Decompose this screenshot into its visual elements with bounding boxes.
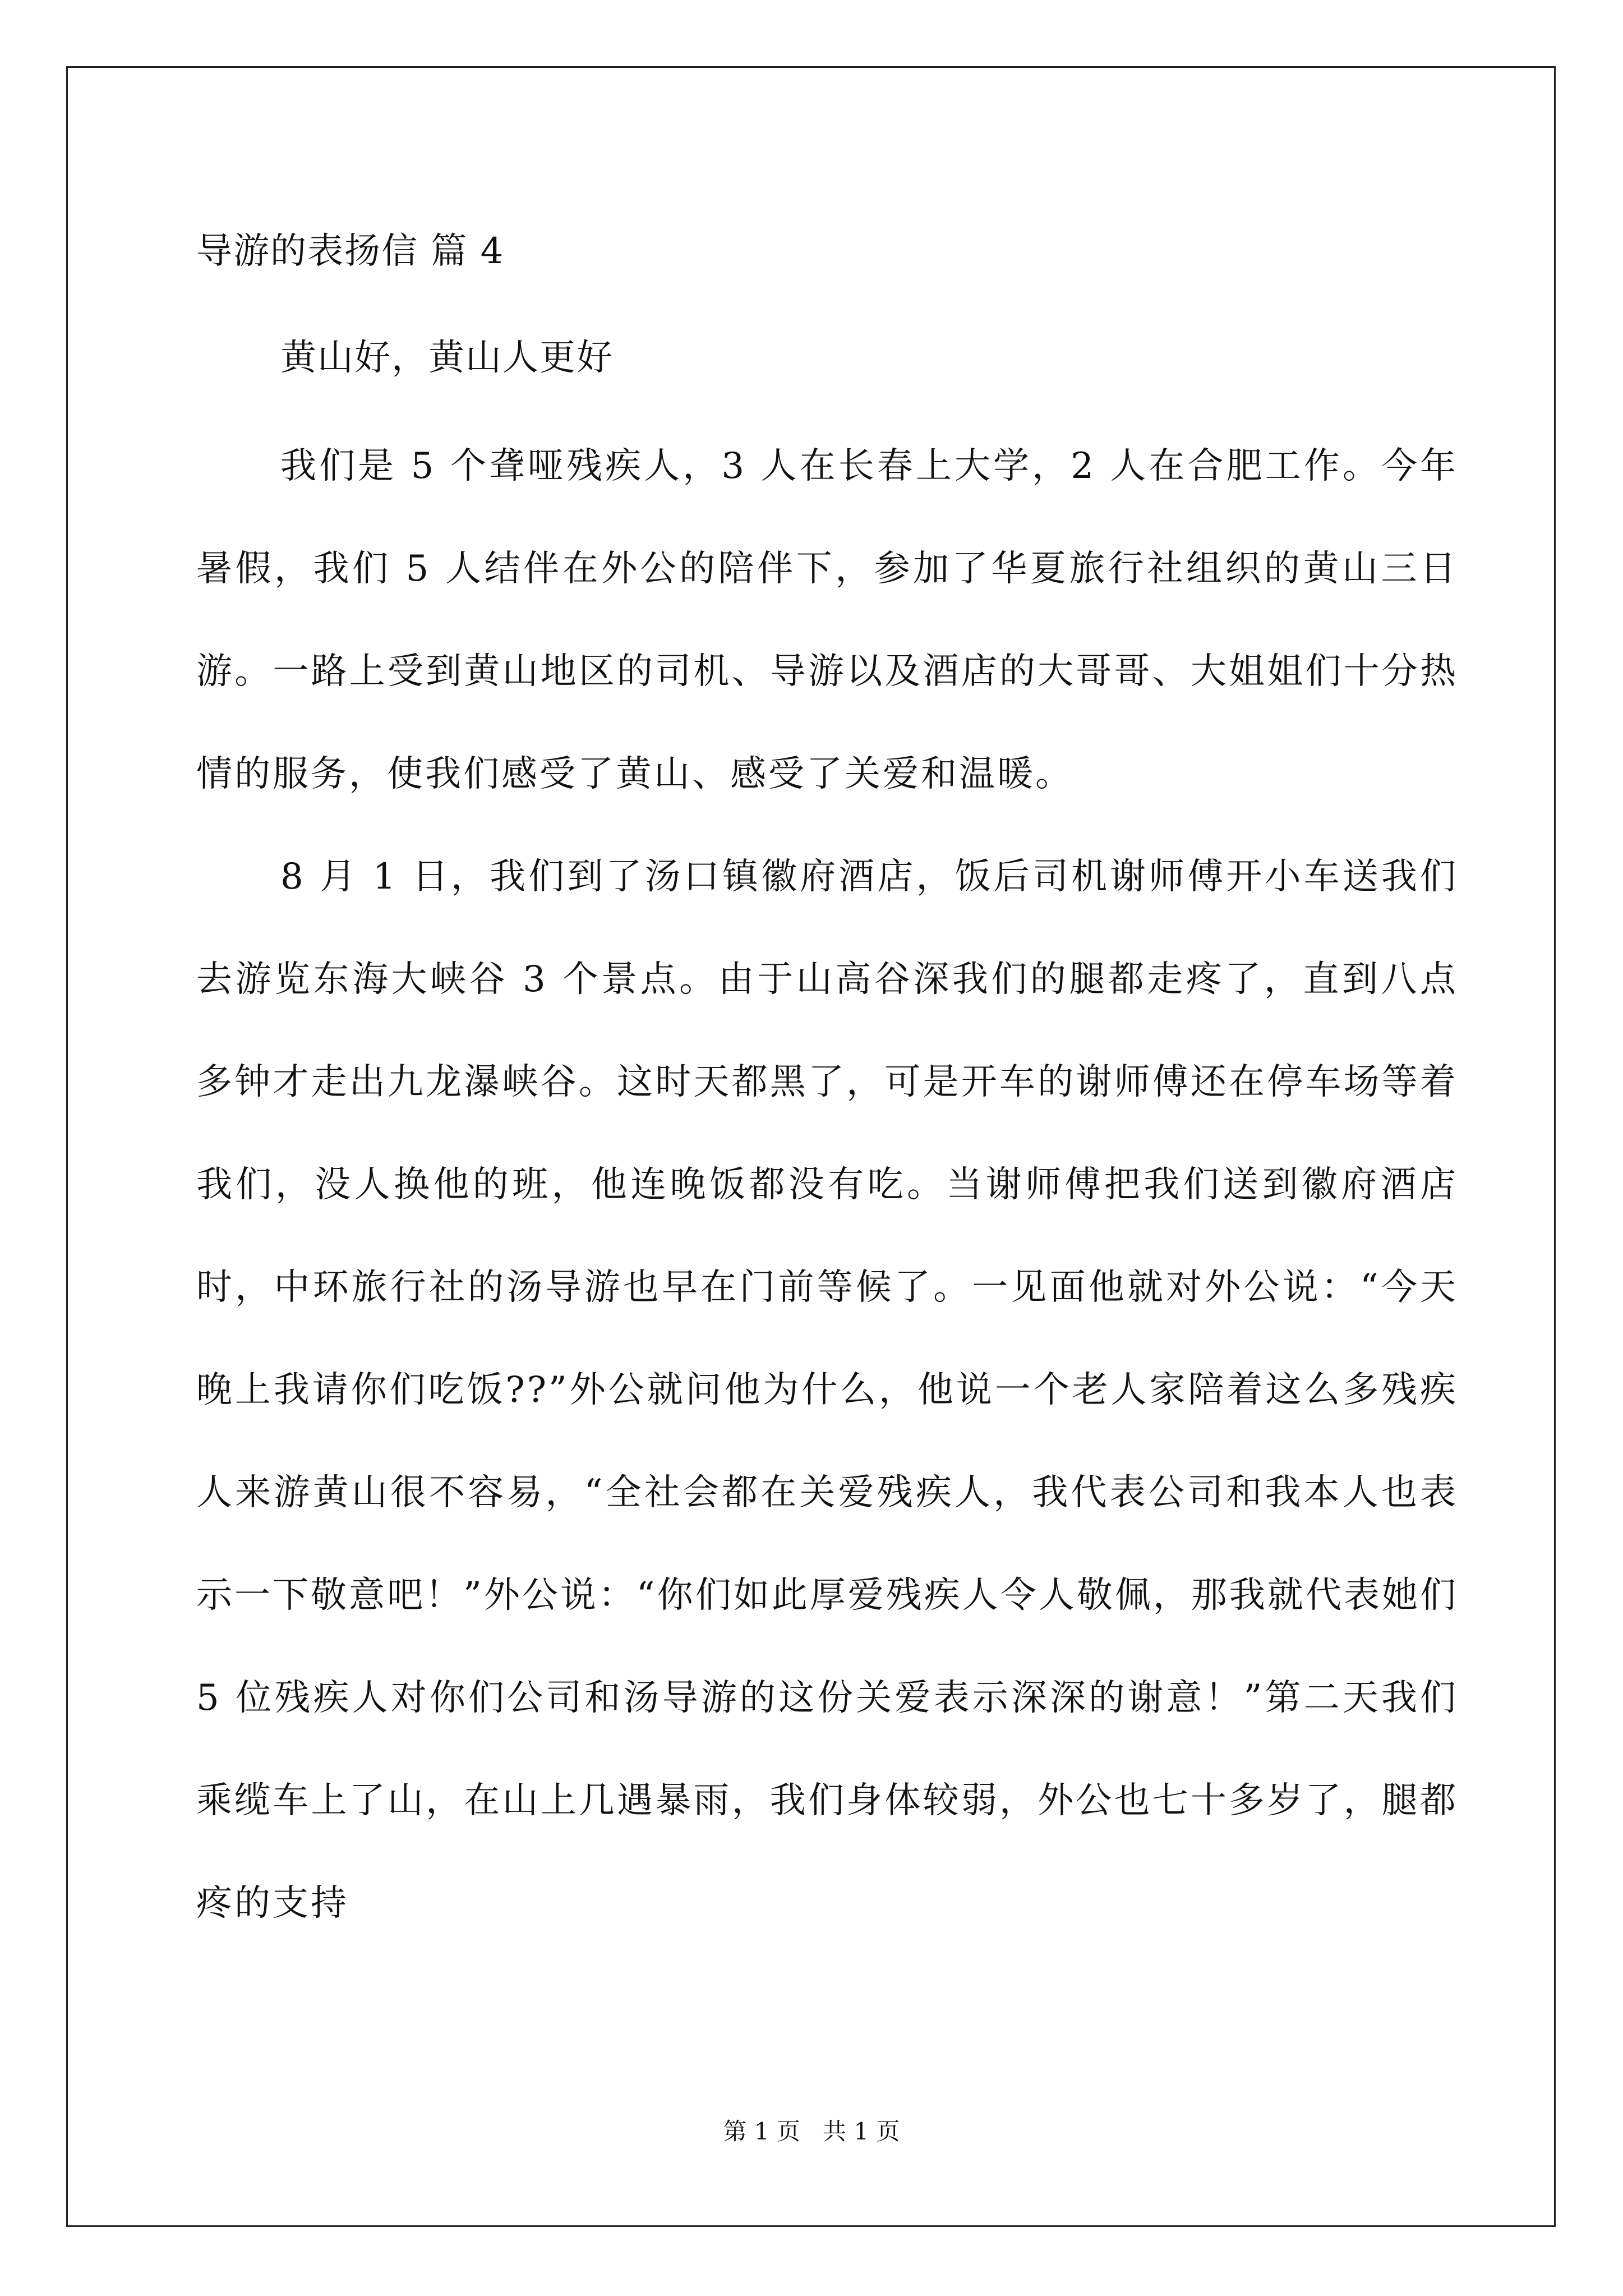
paragraph-2: 8 月 1 日，我们到了汤口镇徽府酒店，饭后司机谢师傅开小车送我们去游览东海大峡谷 3 个景点。由于山高谷深我们的腿都走疼了，直到八点多钟才走出九龙瀑峡谷。这时天都黑了，可是开车的谢师傅还在停车场等着我们，没人换他的班，他连晚饭都没有吃。当谢师傅把我们送到徽府酒店时，中环旅行社的汤导游也早在门前等候了。一见面他就对外公说：“今天晚上我请你们吃饭??”外公就问他为什么，他说一个老人家陪着这么多残疾人来游黄山很不容易，“全社会都在关爱残疾人，我代表公司和我本人也表示一下敬意吧！”外公说：“你们如此厚爱残疾人令人敬佩，那我就代表她们 5 位残疾人对你们公司和汤导游的这份关爱表示深深的谢意！”第二天我们乘缆车上了山，在山上几遇暴雨，我们身体较弱，外公也七十多岁了，腿都疼的支持 bbox=[196, 856, 1458, 1924]
document-body bbox=[196, 415, 1458, 1955]
page-number-footer: 第 1 页 共 1 页 bbox=[723, 2118, 900, 2145]
document-subtitle: 黄山好，黄山人更好 bbox=[280, 337, 614, 379]
paragraph-1: 我们是 5 个聋哑残疾人，3 人在长春上大学，2 人在合肥工作。今年暑假，我们 5 人结伴在外公的陪伴下，参加了华夏旅行社组织的黄山三日游。一路上受到黄山地区的司机、导游以及酒店的大哥哥、大姐姐们十分热情的服务，使我们感受了黄山、感受了关爱和温暖。 bbox=[196, 445, 1458, 795]
document-title: 导游的表扬信 篇 4 bbox=[196, 231, 505, 272]
